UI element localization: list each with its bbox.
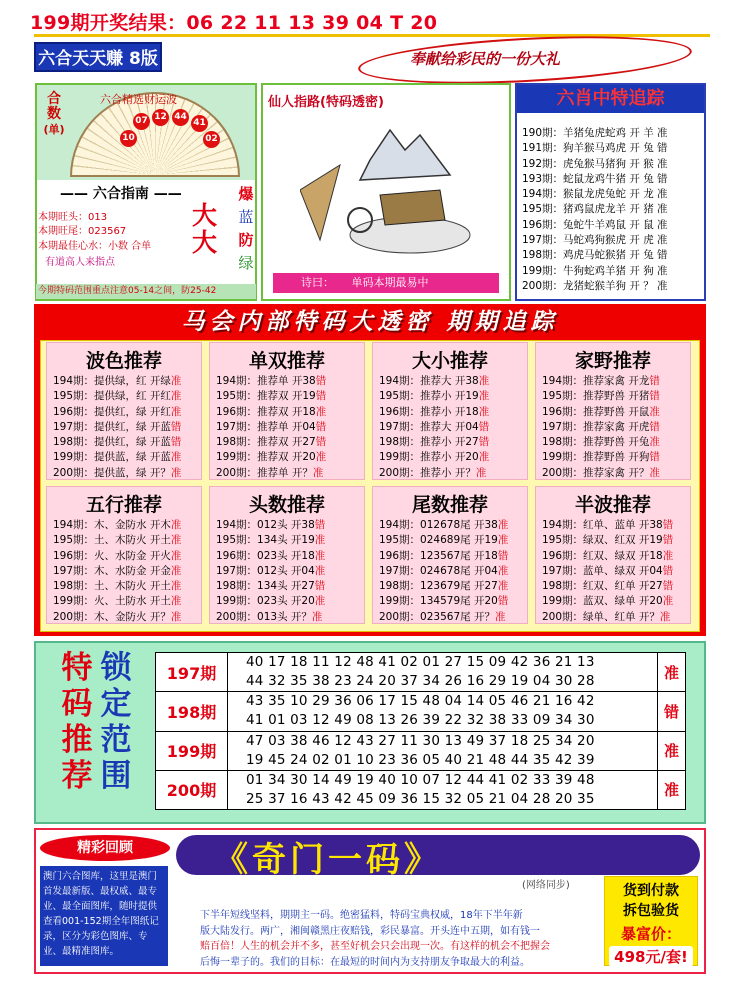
xian-title: 仙人指路(特码透密)	[268, 95, 384, 110]
recommend-line-text: 199期：推荐双 开20	[216, 451, 316, 464]
recommend-line-text: 195期：134头 开19	[216, 534, 315, 547]
recommend-line	[379, 466, 527, 481]
recommend-line-result: 错	[662, 564, 674, 577]
recommend-line	[542, 564, 690, 579]
recommend-line-result: 准	[478, 375, 490, 387]
recommend-line-text: 195期：绿双、红双 开19	[542, 534, 663, 547]
cod-line: 拆包验货	[623, 903, 679, 919]
recommend-line	[542, 518, 690, 533]
heshu-char: (单)	[43, 123, 65, 136]
recommend-line-result: 准	[478, 405, 490, 418]
poem-label: 诗曰：	[301, 276, 334, 289]
recommend-line-result: 准	[497, 534, 509, 547]
lock-table	[155, 652, 686, 810]
qimen-title: 《奇门一码》	[214, 840, 442, 880]
recommend-line-result: 准	[649, 466, 660, 479]
recommend-line	[542, 594, 690, 609]
red-banner: 马会内部特码大透密 期期追踪	[181, 309, 559, 335]
fan-ball: 12	[152, 109, 169, 126]
recommend-line	[542, 435, 690, 450]
recommend-line-text: 200期：013头 开？	[216, 610, 312, 623]
guide-line: 有道高人来指点	[45, 257, 115, 268]
fan-ball: 07	[133, 113, 150, 130]
recommend-line	[542, 420, 690, 435]
recommend-line	[379, 389, 527, 404]
recommend-line	[542, 450, 690, 465]
left-footer: 今期特码范围重点注意05-14之间，防25-42	[36, 284, 256, 299]
recommend-line-text: 200期：023567尾 开？	[379, 610, 495, 623]
lock-right-chars	[97, 650, 135, 794]
recommend-line-result: 准	[311, 610, 323, 623]
lock-number-line: 19 45 24 02 01 10 23 36 05 40 21 48 44 35 42 39	[246, 751, 595, 768]
recommend-line-result: 错	[649, 375, 660, 387]
six-row: 193期：蛇鼠龙鸡牛猪 开 兔 错	[522, 172, 668, 185]
recommend-line	[542, 389, 690, 404]
side-char: 绿	[238, 254, 254, 272]
recommend-line-result: 准	[659, 610, 671, 623]
recommend-line-text: 195期：提供绿，红 开红	[53, 390, 171, 403]
recommend-line-text: 199期：提供蓝，绿 开蓝	[53, 451, 171, 464]
recommend-line-text: 198期：推荐双 开27	[216, 436, 316, 449]
recommend-line	[542, 549, 690, 564]
recommend-line-text: 198期：土、木防火 开土	[53, 580, 171, 593]
recommend-line-text: 194期：推荐单 开38	[216, 375, 316, 387]
lock-result: 准	[658, 653, 686, 692]
poem-text: 单码本期最易中	[351, 276, 429, 289]
recommend-line-result: 准	[170, 564, 182, 577]
recommend-line	[379, 420, 527, 435]
recommend-line-result: 准	[649, 405, 660, 418]
recommend-line-result: 准	[315, 405, 327, 418]
recommend-line-text: 195期：推荐双 开19	[216, 390, 316, 403]
recommend-line	[379, 435, 527, 450]
recommend-line-text: 199期：蓝双、绿单 开20	[542, 595, 663, 608]
six-row: 196期：兔蛇牛羊鸡鼠 开 鼠 准	[522, 218, 668, 231]
recommend-line-text: 199期：火、土防水 开土	[53, 595, 171, 608]
bottom-text-line: 赔百倍！人生的机会并不多，甚至好机会只会出现一次。有这样的机会不把握会	[200, 941, 550, 952]
fan-ball: 02	[203, 131, 220, 148]
recommend-line-text: 194期：木、金防水 开木	[53, 519, 171, 531]
recommend-line-text: 200期：推荐小 开？	[379, 466, 476, 479]
recommend-line-result: 准	[170, 405, 182, 418]
recommend-line-result: 错	[649, 451, 660, 464]
recommend-line-result: 准	[314, 595, 326, 608]
recommend-line	[542, 533, 690, 548]
recommend-line	[216, 374, 364, 389]
recommend-line-text: 199期：推荐野兽 开狗	[542, 451, 650, 464]
bao-column	[235, 183, 257, 275]
recommend-box-title: 波色推荐	[85, 350, 162, 372]
lock-result: 准	[658, 770, 686, 809]
lock-numbers	[228, 653, 658, 692]
recommend-line-text: 196期：推荐野兽 开鼠	[542, 405, 650, 418]
recommend-line	[53, 374, 201, 389]
recommend-line-text: 198期：推荐野兽 开兔	[542, 436, 650, 449]
lock-number-line: 44 32 35 38 23 24 20 37 34 26 16 29 19 04 30 28	[246, 673, 595, 690]
recommend-line	[216, 435, 364, 450]
lock-period: 197期	[156, 653, 228, 692]
recommend-line	[216, 405, 364, 420]
heshu-char: 数	[47, 106, 61, 122]
lock-numbers	[228, 770, 658, 809]
guide-line: 本期最佳心水：小数 合单	[38, 241, 152, 252]
recommend-box-title: 五行推荐	[85, 494, 162, 516]
recommend-line-text: 197期：024678尾 开04	[379, 564, 498, 577]
recommend-line-text: 197期：蓝单、绿双 开04	[542, 564, 663, 577]
lock-numbers	[228, 692, 658, 731]
recommend-line-text: 197期：012头 开04	[216, 564, 315, 577]
guide-title-text: 六合指南	[92, 186, 149, 202]
recommend-line	[542, 610, 690, 625]
guide-title: —— 六合指南 ——	[60, 186, 182, 202]
recommend-line-result: 准	[497, 580, 509, 593]
recommend-box	[46, 486, 202, 624]
recommend-line	[53, 435, 201, 450]
recommend-line-result: 错	[478, 420, 490, 433]
bottom-text-line: 版大陆发行。两广，湘闽赣黑庄夜赔钱，彩民暴富。开头连中五期，如有钱一	[200, 925, 540, 937]
recommend-line	[379, 579, 527, 594]
recommend-line	[216, 466, 364, 481]
recommend-line	[53, 533, 201, 548]
recommend-line-text: 199期：推荐小 开20	[379, 451, 479, 464]
heshu-char: 合	[47, 91, 61, 107]
recommend-line-text: 194期：012678尾 开38	[379, 519, 498, 531]
recommend-box	[372, 342, 528, 480]
lock-period: 199期	[156, 731, 228, 770]
lock-char: 码	[61, 686, 93, 722]
lock-number-line: 47 03 38 46 12 43 27 11 30 13 49 37 18 25 34 20	[246, 732, 595, 749]
recommend-line	[379, 549, 527, 564]
cod-line: 货到付款	[623, 883, 679, 899]
recommend-line-text: 198期：红双、红单 开27	[542, 580, 663, 593]
recommend-line-text: 196期：推荐双 开18	[216, 405, 316, 418]
recommend-line-text: 196期：提供红，绿 开红	[53, 405, 171, 418]
recommend-line-text: 196期：023头 开18	[216, 549, 315, 562]
six-row: 199期：牛狗蛇鸡羊猪 开 狗 准	[522, 264, 668, 277]
recommend-line-result: 错	[170, 436, 182, 449]
recommend-line	[53, 594, 201, 609]
recommend-line	[379, 405, 527, 420]
recommend-line-result: 错	[315, 390, 327, 403]
recommend-box-title: 半波推荐	[574, 494, 651, 516]
recommend-line	[53, 466, 201, 481]
recommend-line	[216, 610, 364, 625]
recommend-line-result: 准	[170, 390, 182, 403]
bottom-text	[200, 908, 592, 970]
jingcai-head: 精彩回顾	[40, 835, 170, 861]
recommend-line-text: 198期：134头 开27	[216, 580, 315, 593]
recommend-box	[209, 486, 365, 624]
lock-number-line: 43 35 10 29 36 06 17 15 48 04 14 05 46 21 16 42	[246, 693, 595, 710]
recommend-line-text: 196期：火、水防金 开火	[53, 549, 171, 562]
recommend-line-result: 准	[170, 534, 182, 547]
six-row: 191期：狗羊猴马鸡虎 开 兔 错	[522, 142, 668, 155]
lock-char: 锁	[100, 650, 132, 686]
recommend-line-text: 198期：推荐小 开27	[379, 436, 479, 449]
recommend-line-text: 197期：木、水防金 开金	[53, 564, 171, 577]
recommend-line-result: 错	[497, 595, 509, 608]
recommend-line-result: 错	[662, 580, 674, 593]
recommend-line-result: 准	[170, 580, 182, 593]
recommend-line-text: 195期：推荐小 开19	[379, 390, 479, 403]
recommend-box-title: 单双推荐	[248, 350, 325, 372]
recommend-line-result: 准	[170, 610, 182, 623]
heshu-label	[42, 92, 66, 137]
recommend-line-text: 196期：推荐小 开18	[379, 405, 479, 418]
recommend-line	[216, 389, 364, 404]
recommend-line-result: 错	[170, 420, 182, 433]
recommend-line-result: 错	[314, 580, 326, 593]
da-big-text: 大大	[192, 201, 218, 257]
recommend-line-text: 195期：推荐野兽 开猪	[542, 390, 650, 403]
recommend-box-title: 家野推荐	[574, 350, 651, 372]
recommend-box-title: 尾数推荐	[411, 494, 488, 516]
lock-number-line: 41 01 03 12 49 08 13 26 39 22 32 38 33 09 34 30	[246, 712, 595, 729]
recommend-line-result: 准	[170, 451, 182, 464]
recommend-line-text: 199期：134579尾 开20	[379, 595, 498, 608]
lock-char: 定	[100, 686, 132, 722]
recommend-line-result: 准	[314, 549, 326, 562]
recommend-box	[535, 342, 691, 480]
side-char: 防	[238, 231, 254, 249]
recommend-box	[372, 486, 528, 624]
recommend-line	[379, 374, 527, 389]
recommend-line	[379, 610, 527, 625]
mountain-illustration	[300, 120, 480, 260]
poem-bar	[273, 273, 499, 293]
slogan: 奉献给彩民的一份大礼	[410, 50, 561, 68]
recommend-line-text: 194期：推荐大 开38	[379, 375, 479, 387]
recommend-line-text: 200期：提供蓝，绿 开？	[53, 466, 171, 479]
recommend-line	[542, 579, 690, 594]
recommend-line	[216, 594, 364, 609]
bottom-text-line: 下半年短线坚料，期期主一码。绝密猛料，特码宝典权威，18年下半年新	[200, 910, 523, 921]
recommend-line	[53, 549, 201, 564]
recommend-line-result: 准	[649, 436, 660, 449]
recommend-line	[53, 389, 201, 404]
recommend-box	[535, 486, 691, 624]
recommend-line	[216, 579, 364, 594]
side-char: 蓝	[238, 208, 254, 226]
lock-number-line: 25 37 16 43 42 45 09 36 15 32 05 21 04 28 20 35	[246, 790, 595, 807]
lock-char: 荐	[61, 758, 93, 794]
lock-numbers	[228, 731, 658, 770]
recommend-line-result: 准	[312, 466, 324, 479]
recommend-line	[216, 450, 364, 465]
recommend-line	[216, 549, 364, 564]
six-row: 190期：羊猪兔虎蛇鸡 开 羊 准	[522, 127, 668, 139]
recommend-box-title: 头数推荐	[248, 494, 325, 516]
recommend-line-text: 199期：023头 开20	[216, 595, 315, 608]
lock-char: 围	[100, 758, 132, 794]
recommend-line	[542, 405, 690, 420]
recommend-line-text: 197期：推荐单 开04	[216, 420, 316, 433]
lock-row	[156, 692, 686, 731]
recommend-line	[53, 579, 201, 594]
recommend-line-result: 准	[315, 451, 327, 464]
recommend-line-text: 198期：123679尾 开27	[379, 580, 498, 593]
recommend-line-result: 错	[497, 549, 509, 562]
recommend-line	[53, 405, 201, 420]
recommend-line-text: 195期：土、木防火 开土	[53, 534, 171, 547]
guide-line: 本期旺尾：023567	[38, 226, 127, 237]
lock-result: 错	[658, 692, 686, 731]
lock-char: 推	[61, 722, 93, 758]
fan-ball: 44	[172, 109, 189, 126]
recommend-line-result: 错	[649, 420, 660, 433]
recommend-line	[53, 450, 201, 465]
lock-period: 200期	[156, 770, 228, 809]
recommend-line-text: 194期：推荐家禽 开龙	[542, 375, 650, 387]
recommend-line-text: 196期：红双、绿双 开18	[542, 549, 663, 562]
network-label: (网络同步)	[522, 880, 570, 891]
top-result-line: 199期开奖结果：06 22 11 13 39 04 T 20	[30, 12, 438, 34]
guide-line: 本期旺头：013	[38, 212, 108, 223]
recommend-line-text: 197期：推荐大 开04	[379, 420, 479, 433]
recommend-line-text: 197期：推荐家禽 开虎	[542, 420, 650, 433]
price: 498元/套!	[609, 946, 693, 967]
recommend-line-result: 错	[662, 534, 674, 547]
recommend-line	[379, 518, 527, 533]
six-rows	[522, 126, 668, 294]
recommend-line-result: 错	[314, 519, 326, 531]
recommend-line-result: 错	[315, 375, 327, 387]
recommend-line	[216, 564, 364, 579]
recommend-line-result: 准	[314, 534, 326, 547]
recommend-box	[209, 342, 365, 480]
recommend-line	[53, 518, 201, 533]
recommend-line-result: 错	[315, 420, 327, 433]
six-title: 六肖中特追踪	[517, 85, 704, 113]
six-row: 200期：龙猪蛇猴羊狗 开 ？ 准	[522, 279, 668, 292]
recommend-line-result: 准	[170, 375, 182, 387]
recommend-line-text: 198期：提供红，绿 开蓝	[53, 436, 171, 449]
recommend-line	[379, 594, 527, 609]
six-row: 194期：猴鼠龙虎兔蛇 开 龙 准	[522, 188, 668, 201]
lock-number-line: 01 34 30 14 49 19 40 10 07 12 44 41 02 33 39 48	[246, 771, 595, 788]
lock-char: 特	[61, 650, 93, 686]
recommend-line-text: 200期：推荐家禽 开？	[542, 466, 650, 479]
recommend-line-text: 200期：推荐单 开？	[216, 466, 313, 479]
six-row: 197期：马蛇鸡狗猴虎 开 虎 准	[522, 234, 668, 247]
recommend-line	[216, 518, 364, 533]
recommend-line	[379, 564, 527, 579]
recommend-line-result: 准	[662, 595, 674, 608]
recommend-line-result: 准	[478, 390, 490, 403]
jingcai-text: 澳门六合图库，这里是澳门首发最新版、最权威、最专业、最全面图库，随时提供查看001-152期全年图纸记录，区分为彩色图库、专业、最精准图库。	[40, 866, 168, 966]
recommend-line-text: 194期：红单、蓝单 开38	[542, 519, 663, 531]
recommend-line	[216, 533, 364, 548]
lock-row	[156, 653, 686, 692]
recommend-line-result: 准	[170, 549, 182, 562]
recommend-line-result: 错	[478, 436, 490, 449]
recommend-line	[379, 450, 527, 465]
recommend-line-result: 准	[494, 610, 506, 623]
recommend-line-result: 错	[649, 390, 660, 403]
recommend-line-text: 197期：提供红，绿 开蓝	[53, 420, 171, 433]
recommend-line	[53, 610, 201, 625]
recommend-line	[542, 466, 690, 481]
recommend-box	[46, 342, 202, 480]
recommend-line-result: 准	[478, 451, 490, 464]
bottom-text-line: 后悔一辈子的。我们的目标：在最短的时间内为支持朋友争取最大的利益。	[200, 956, 530, 968]
fan-ball: 10	[120, 130, 137, 147]
recommend-line	[216, 420, 364, 435]
lock-row	[156, 770, 686, 809]
recommend-line-text: 200期：绿单、红单 开？	[542, 610, 660, 623]
recommend-line	[542, 374, 690, 389]
recommend-line-result: 准	[475, 466, 487, 479]
recommend-line-result: 准	[170, 519, 182, 531]
lock-row	[156, 731, 686, 770]
lock-char: 范	[100, 722, 132, 758]
recommend-line-result: 错	[662, 519, 674, 531]
side-char: 爆	[238, 185, 254, 203]
recommend-line	[53, 420, 201, 435]
recommend-line-text: 194期：提供绿，红 开绿	[53, 375, 171, 387]
lock-number-line: 40 17 18 11 12 48 41 02 01 27 15 09 42 36 21 13	[246, 654, 595, 671]
price-label: 暴富价：	[620, 925, 681, 943]
cod-box	[604, 876, 698, 966]
six-row: 192期：虎兔猴马猪狗 开 猴 准	[522, 157, 668, 170]
recommend-box-title: 大小推荐	[411, 350, 488, 372]
lock-left-chars	[58, 650, 96, 794]
lock-result: 准	[658, 731, 686, 770]
recommend-line-text: 200期：木、金防火 开？	[53, 610, 171, 623]
recommend-line-text: 194期：012头 开38	[216, 519, 315, 531]
recommend-line	[53, 564, 201, 579]
recommend-line-result: 准	[170, 466, 182, 479]
recommend-line-result: 准	[662, 549, 674, 562]
brand-box: 六合天天赚 8版	[34, 42, 162, 72]
recommend-line-result: 错	[315, 436, 327, 449]
lock-period: 198期	[156, 692, 228, 731]
recommend-line-result: 准	[497, 519, 509, 531]
six-row: 198期：鸡虎马蛇猴猪 开 兔 错	[522, 249, 668, 262]
recommend-line-result: 准	[497, 564, 509, 577]
recommend-line	[379, 533, 527, 548]
recommend-line-result: 准	[170, 595, 182, 608]
six-row: 195期：猪鸡鼠虎龙羊 开 猪 准	[522, 203, 668, 216]
fan-ball: 41	[191, 115, 208, 132]
recommend-line-result: 准	[314, 564, 326, 577]
recommend-line-text: 196期：123567尾 开18	[379, 549, 498, 562]
recommend-line-text: 195期：024689尾 开19	[379, 534, 498, 547]
fan-title: 六合精选财运波	[100, 93, 177, 106]
